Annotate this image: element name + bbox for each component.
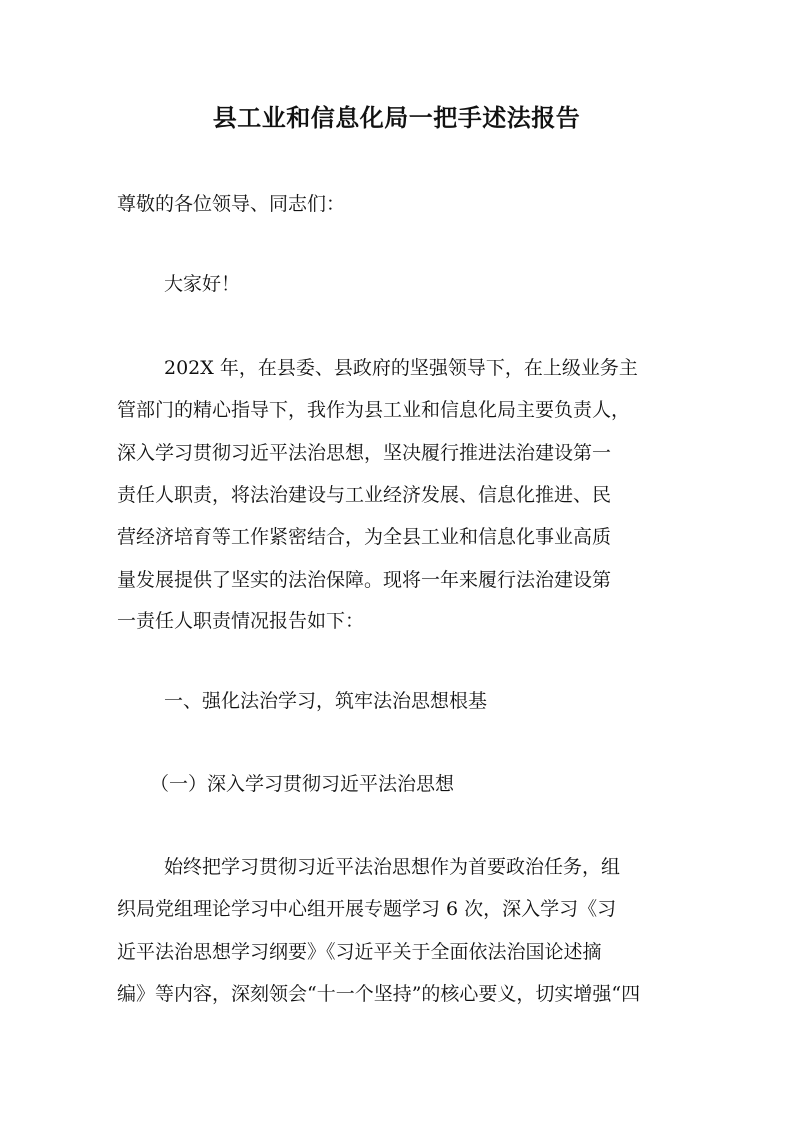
intro-line-4: 责任人职责，将法治建设与工业经济发展、信息化推进、民 <box>117 484 612 506</box>
intro-line-2: 管部门的精心指导下，我作为县工业和信息化局主要负责人， <box>117 399 631 421</box>
intro-line-6: 量发展提供了坚实的法治保障。现将一年来履行法治建设第 <box>117 569 612 591</box>
intro-line-3: 深入学习贯彻习近平法治思想，坚决履行推进法治建设第一 <box>117 442 612 464</box>
body-line-2: 织局党组理论学习中心组开展专题学习 6 次，深入学习《习 <box>117 898 617 920</box>
section-heading: 一、强化法治学习，筑牢法治思想根基 <box>164 690 488 712</box>
salutation: 尊敬的各位领导、同志们： <box>117 193 346 215</box>
document-title: 县工业和信息化局一把手述法报告 <box>212 103 581 132</box>
body-line-1: 始终把学习贯彻习近平法治思想作为首要政治任务，组 <box>164 856 621 878</box>
intro-line-1: 202X 年，在县委、县政府的坚强领导下，在上级业务主 <box>164 357 638 379</box>
body-line-3: 近平法治思想学习纲要》《习近平关于全面依法治国论述摘 <box>117 941 602 963</box>
subsection-heading: （一）深入学习贯彻习近平法治思想 <box>150 773 455 795</box>
intro-line-5: 营经济培育等工作紧密结合，为全县工业和信息化事业高质 <box>117 526 612 548</box>
body-line-4: 编》等内容，深刻领会“十一个坚持”的核心要义，切实增强“四 <box>117 983 641 1005</box>
greeting: 大家好！ <box>164 273 241 295</box>
intro-line-7: 一责任人职责情况报告如下： <box>117 610 365 632</box>
